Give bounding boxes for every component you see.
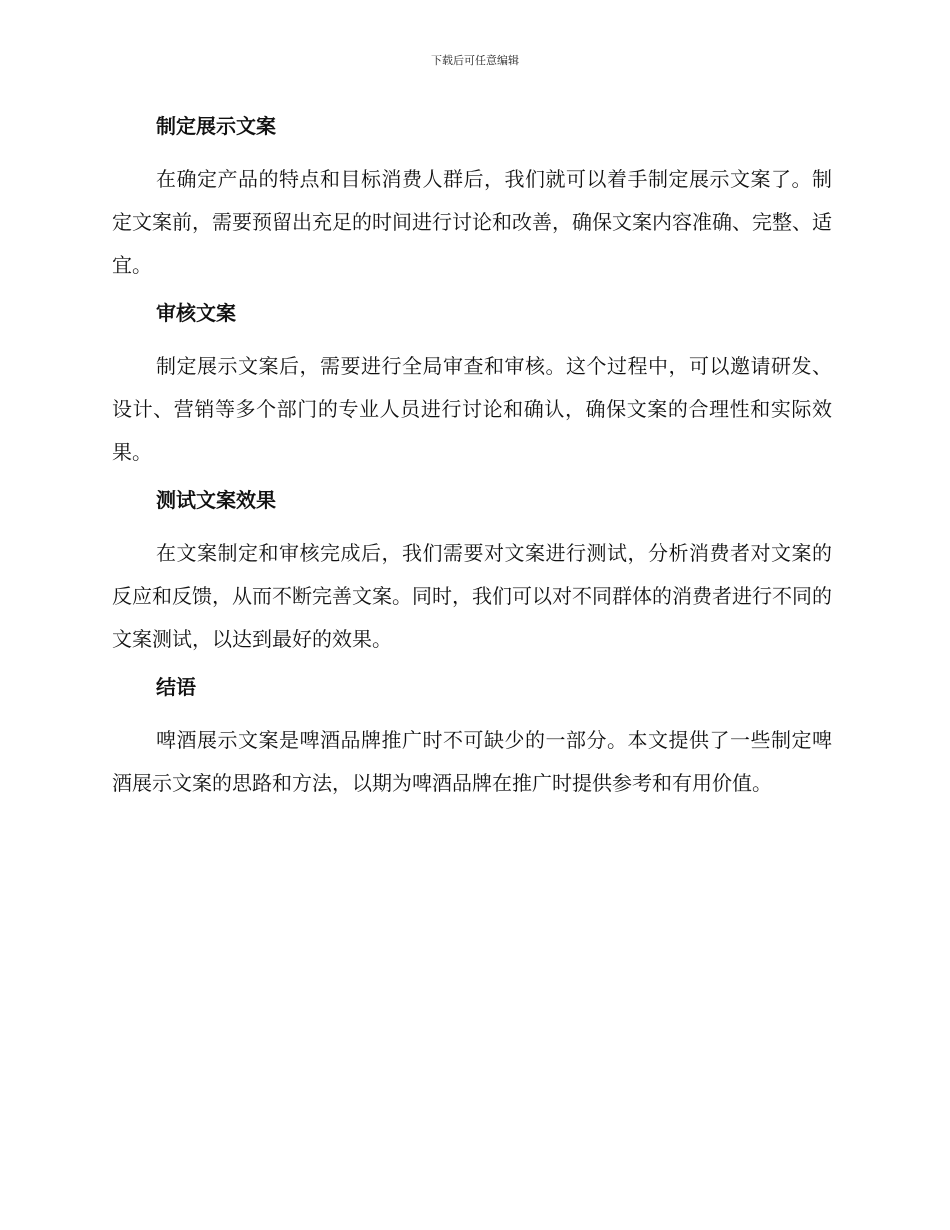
section-conclusion xyxy=(112,669,832,805)
section-paragraph: 在文案制定和审核完成后，我们需要对文案进行测试，分析消费者对文案的反应和反馈，从而不断完善文案。同时，我们可以对不同群体的消费者进行不同的文案测试，以达到最好的效果。 xyxy=(112,541,832,651)
section-test-copy xyxy=(112,482,832,661)
section-create-copy xyxy=(112,108,832,287)
section-heading: 审核文案 xyxy=(156,301,236,325)
document-content xyxy=(112,108,832,813)
section-heading: 结语 xyxy=(156,675,196,699)
section-heading: 测试文案效果 xyxy=(156,488,276,512)
page-header-note: 下载后可任意编辑 xyxy=(431,54,519,67)
section-paragraph: 在确定产品的特点和目标消费人群后，我们就可以着手制定展示文案了。制定文案前，需要预留出充足的时间进行讨论和改善，确保文案内容准确、完整、适宜。 xyxy=(112,167,832,277)
section-heading: 制定展示文案 xyxy=(156,114,276,138)
section-paragraph: 制定展示文案后，需要进行全局审查和审核。这个过程中，可以邀请研发、设计、营销等多个部门的专业人员进行讨论和确认，确保文案的合理性和实际效果。 xyxy=(112,354,832,464)
section-review-copy xyxy=(112,295,832,474)
section-paragraph: 啤酒展示文案是啤酒品牌推广时不可缺少的一部分。本文提供了一些制定啤酒展示文案的思路和方法，以期为啤酒品牌在推广时提供参考和有用价值。 xyxy=(112,728,832,795)
